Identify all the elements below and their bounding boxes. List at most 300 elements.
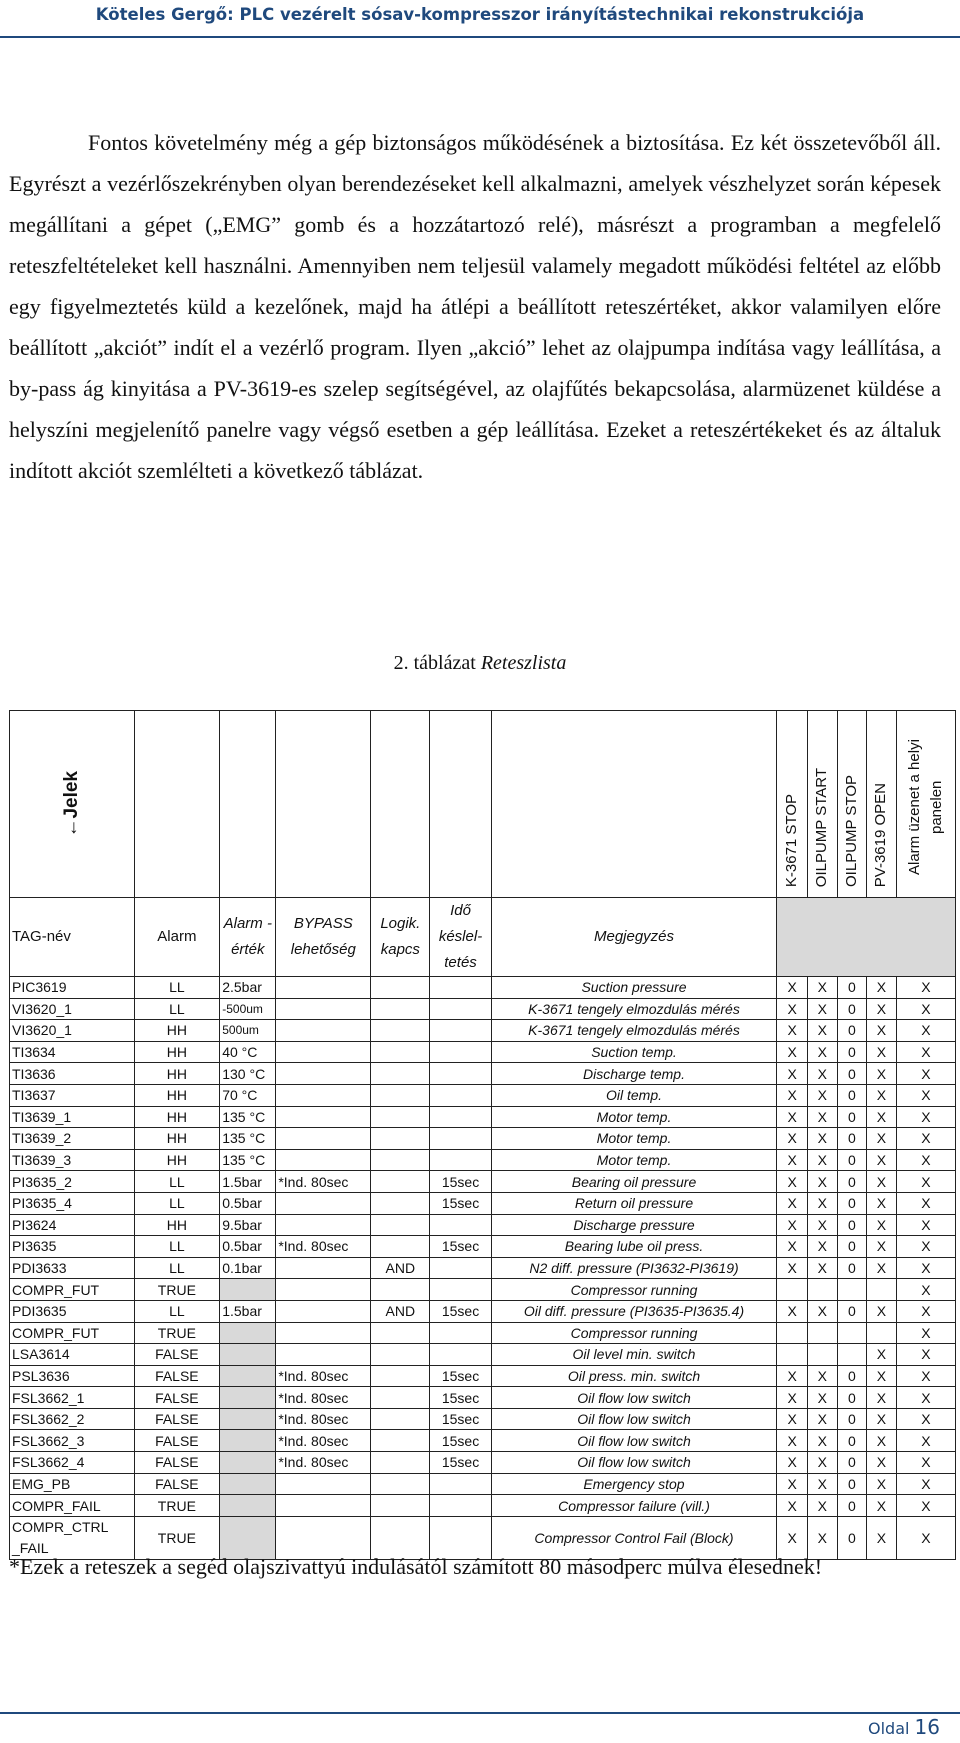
table-cell-alarm: FALSE xyxy=(134,1452,220,1474)
table-cell-delay xyxy=(430,1063,491,1085)
table-cell-action: X xyxy=(896,1300,955,1322)
column-header-row xyxy=(10,898,956,977)
table-cell-tag: PI3624 xyxy=(10,1214,135,1236)
table-cell-bypass xyxy=(276,1020,371,1042)
table-cell-note: Motor temp. xyxy=(491,1149,777,1171)
table-cell-note: K-3671 tengely elmozdulás mérés xyxy=(491,1020,777,1042)
table-row xyxy=(10,1365,956,1387)
table-cell-action xyxy=(777,1279,808,1301)
table-cell-delay: 15sec xyxy=(430,1236,491,1258)
table-row xyxy=(10,1430,956,1452)
table-cell-logic xyxy=(371,1192,430,1214)
table-cell-value xyxy=(220,1430,276,1452)
table-row xyxy=(10,1192,956,1214)
table-cell-delay xyxy=(430,1106,491,1128)
table-cell-bypass: *Ind. 80sec xyxy=(276,1452,371,1474)
table-cell-delay xyxy=(430,1149,491,1171)
table-cell-delay xyxy=(430,1020,491,1042)
table-cell-action: X xyxy=(896,1452,955,1474)
table-cell-bypass xyxy=(276,1084,371,1106)
table-cell-note: Bearing oil pressure xyxy=(491,1171,777,1193)
table-cell-tag: COMPR_FUT xyxy=(10,1322,135,1344)
table-cell-note: Compressor Control Fail (Block) xyxy=(491,1516,777,1559)
table-cell-action: X xyxy=(896,1041,955,1063)
table-cell-alarm: TRUE xyxy=(134,1495,220,1517)
table-cell-value xyxy=(220,1365,276,1387)
table-cell-delay: 15sec xyxy=(430,1430,491,1452)
table-cell-logic xyxy=(371,1106,430,1128)
table-cell-note: Oil temp. xyxy=(491,1084,777,1106)
table-row xyxy=(10,1300,956,1322)
table-cell-tag: PI3635_2 xyxy=(10,1171,135,1193)
table-cell-action: X xyxy=(896,1192,955,1214)
body-text xyxy=(9,122,941,491)
table-cell-note: Emergency stop xyxy=(491,1473,777,1495)
table-cell-delay xyxy=(430,1214,491,1236)
table-cell-action: X xyxy=(896,1387,955,1409)
table-cell-logic xyxy=(371,1063,430,1085)
table-cell-value xyxy=(220,1279,276,1301)
table-cell-delay: 15sec xyxy=(430,1300,491,1322)
table-cell-bypass xyxy=(276,1495,371,1517)
table-cell-action: X xyxy=(867,977,897,999)
table-cell-action xyxy=(807,1344,837,1366)
table-cell-action: X xyxy=(867,1192,897,1214)
table-cell-logic xyxy=(371,1387,430,1409)
table-cell-action xyxy=(837,1344,867,1366)
table-cell-delay: 15sec xyxy=(430,1452,491,1474)
table-cell-action: 0 xyxy=(837,1106,867,1128)
table-cell-alarm: FALSE xyxy=(134,1387,220,1409)
table-cell-note: Oil press. min. switch xyxy=(491,1365,777,1387)
table-cell-alarm: HH xyxy=(134,1020,220,1042)
table-cell-tag: TI3637 xyxy=(10,1084,135,1106)
table-cell-alarm: HH xyxy=(134,1214,220,1236)
table-cell-tag: COMPR_FAIL xyxy=(10,1495,135,1517)
table-cell-logic xyxy=(371,1344,430,1366)
table-cell-action: X xyxy=(807,1106,837,1128)
table-cell-action: X xyxy=(867,1344,897,1366)
table-cell-action: X xyxy=(777,1084,808,1106)
table-cell-action: X xyxy=(867,1300,897,1322)
table-cell-action xyxy=(867,1322,897,1344)
table-cell-bypass xyxy=(276,1257,371,1279)
left-arrow-icon: ← xyxy=(60,818,82,838)
table-cell-action: X xyxy=(807,1387,837,1409)
table-cell-action: 0 xyxy=(837,1495,867,1517)
table-cell-bypass xyxy=(276,1279,371,1301)
table-cell-note: Compressor running xyxy=(491,1279,777,1301)
table-cell-action: 0 xyxy=(837,1516,867,1559)
footer-rule xyxy=(0,1712,960,1714)
table-row xyxy=(10,1473,956,1495)
table-cell-alarm: TRUE xyxy=(134,1322,220,1344)
table-cell-bypass xyxy=(276,998,371,1020)
table-row xyxy=(10,1084,956,1106)
table-cell-tag: PSL3636 xyxy=(10,1365,135,1387)
col-header-alarm: Alarm xyxy=(134,898,220,977)
table-cell-value xyxy=(220,1408,276,1430)
table-cell-note: Oil flow low switch xyxy=(491,1387,777,1409)
table-cell-action: X xyxy=(807,1128,837,1150)
footer-label: Oldal xyxy=(868,1719,910,1738)
table-row xyxy=(10,1344,956,1366)
table-cell-alarm: FALSE xyxy=(134,1408,220,1430)
table-cell-action: X xyxy=(867,1408,897,1430)
table-cell-action: X xyxy=(777,977,808,999)
table-cell-tag: PDI3633 xyxy=(10,1257,135,1279)
table-row xyxy=(10,1322,956,1344)
table-cell-bypass: *Ind. 80sec xyxy=(276,1171,371,1193)
table-cell-bypass xyxy=(276,1063,371,1085)
table-cell-action: X xyxy=(777,1257,808,1279)
table-cell-action: X xyxy=(896,1236,955,1258)
table-cell-tag: VI3620_1 xyxy=(10,998,135,1020)
table-cell-action: X xyxy=(867,1106,897,1128)
table-cell-action: X xyxy=(867,1128,897,1150)
table-cell-note: Motor temp. xyxy=(491,1106,777,1128)
table-cell-logic xyxy=(371,1041,430,1063)
table-cell-action: X xyxy=(807,977,837,999)
table-cell-note: Suction temp. xyxy=(491,1041,777,1063)
table-cell-tag: FSL3662_2 xyxy=(10,1408,135,1430)
table-cell-action: 0 xyxy=(837,1257,867,1279)
col-header-logic: Logik. kapcs xyxy=(371,898,430,977)
table-cell-note: Oil diff. pressure (PI3635-PI3635.4) xyxy=(491,1300,777,1322)
table-cell-logic xyxy=(371,977,430,999)
table-cell-action: X xyxy=(777,1387,808,1409)
table-cell-alarm: LL xyxy=(134,1192,220,1214)
table-cell-value xyxy=(220,1495,276,1517)
table-cell-value: -500um xyxy=(220,998,276,1020)
table-cell-alarm: FALSE xyxy=(134,1365,220,1387)
table-cell-action: X xyxy=(777,1452,808,1474)
table-cell-bypass xyxy=(276,1192,371,1214)
table-cell-logic xyxy=(371,1171,430,1193)
table-row xyxy=(10,1452,956,1474)
table-cell-tag: PIC3619 xyxy=(10,977,135,999)
table-cell-logic xyxy=(371,1365,430,1387)
table-cell-action: X xyxy=(807,1084,837,1106)
table-cell-alarm: LL xyxy=(134,1257,220,1279)
table-cell-value: 0.5bar xyxy=(220,1236,276,1258)
table-cell-action: X xyxy=(807,1063,837,1085)
page-footer xyxy=(868,1715,940,1739)
table-cell-bypass xyxy=(276,1041,371,1063)
table-cell-tag: FSL3662_3 xyxy=(10,1430,135,1452)
table-cell-action: X xyxy=(777,1516,808,1559)
table-cell-action: X xyxy=(896,1430,955,1452)
table-cell-action: X xyxy=(896,1344,955,1366)
table-cell-logic xyxy=(371,1084,430,1106)
table-cell-action: 0 xyxy=(837,1300,867,1322)
table-cell-action: X xyxy=(807,1365,837,1387)
running-header: Köteles Gergő: PLC vezérelt sósav-kompresszor irányítástechnikai rekonstrukciója xyxy=(95,5,865,24)
table-cell-action: X xyxy=(867,1171,897,1193)
table-cell-action: X xyxy=(777,1214,808,1236)
table-cell-alarm: LL xyxy=(134,998,220,1020)
table-cell-action xyxy=(807,1322,837,1344)
table-cell-action: X xyxy=(867,1452,897,1474)
table-row xyxy=(10,1149,956,1171)
table-cell-tag: PI3635_4 xyxy=(10,1192,135,1214)
table-cell-action: 0 xyxy=(837,1084,867,1106)
table-cell-delay: 15sec xyxy=(430,1171,491,1193)
table-cell-action: X xyxy=(777,1192,808,1214)
table-cell-action: X xyxy=(777,1149,808,1171)
table-cell-value: 40 °C xyxy=(220,1041,276,1063)
table-cell-action xyxy=(777,1322,808,1344)
table-cell-action: X xyxy=(807,1041,837,1063)
table-cell-alarm: HH xyxy=(134,1063,220,1085)
table-cell-action: X xyxy=(896,1408,955,1430)
table-cell-action: X xyxy=(807,1171,837,1193)
page-number: 16 xyxy=(914,1715,940,1739)
table-cell-value: 70 °C xyxy=(220,1084,276,1106)
table-cell-action: X xyxy=(896,1084,955,1106)
table-cell-tag: EMG_PB xyxy=(10,1473,135,1495)
table-cell-delay xyxy=(430,1257,491,1279)
table-cell-action: X xyxy=(867,1257,897,1279)
table-cell-action: X xyxy=(867,1149,897,1171)
table-cell-bypass: *Ind. 80sec xyxy=(276,1365,371,1387)
action-header-alarm-panel: Alarm üzenet a helyi panelen xyxy=(896,711,955,898)
table-cell-note: Compressor failure (vill.) xyxy=(491,1495,777,1517)
table-cell-note: Oil flow low switch xyxy=(491,1452,777,1474)
table-cell-alarm: LL xyxy=(134,1300,220,1322)
jelek-cell xyxy=(10,711,135,898)
table-cell-delay xyxy=(430,998,491,1020)
table-cell-action: X xyxy=(896,1279,955,1301)
table-cell-action: X xyxy=(807,1236,837,1258)
table-cell-logic xyxy=(371,1473,430,1495)
table-row xyxy=(10,1408,956,1430)
table-cell-note: Motor temp. xyxy=(491,1128,777,1150)
table-cell-alarm: FALSE xyxy=(134,1473,220,1495)
table-caption xyxy=(0,652,960,675)
table-cell-action: 0 xyxy=(837,1387,867,1409)
table-cell-action: X xyxy=(777,1106,808,1128)
action-header-oilpump-start: OILPUMP START xyxy=(807,711,837,898)
table-row xyxy=(10,977,956,999)
table-cell-bypass xyxy=(276,977,371,999)
table-cell-logic xyxy=(371,1128,430,1150)
table-cell-tag: TI3634 xyxy=(10,1041,135,1063)
table-cell-action: 0 xyxy=(837,1365,867,1387)
table-cell-alarm: FALSE xyxy=(134,1430,220,1452)
table-cell-action: X xyxy=(807,1452,837,1474)
action-header-row xyxy=(10,711,956,898)
table-cell-tag: TI3639_1 xyxy=(10,1106,135,1128)
table-cell-action: X xyxy=(896,1516,955,1559)
table-cell-tag: TI3636 xyxy=(10,1063,135,1085)
table-cell-tag: COMPR_FUT xyxy=(10,1279,135,1301)
table-row xyxy=(10,1257,956,1279)
table-cell-action: X xyxy=(896,998,955,1020)
table-row xyxy=(10,1387,956,1409)
col-header-delay: Idő késlel- tetés xyxy=(430,898,491,977)
table-cell-action: X xyxy=(896,1365,955,1387)
table-cell-action: X xyxy=(867,1020,897,1042)
table-cell-note: Discharge pressure xyxy=(491,1214,777,1236)
table-cell-action: X xyxy=(867,1214,897,1236)
table-cell-action: X xyxy=(896,1020,955,1042)
table-cell-logic xyxy=(371,1495,430,1517)
table-cell-note: Oil level min. switch xyxy=(491,1344,777,1366)
table-cell-value: 9.5bar xyxy=(220,1214,276,1236)
table-cell-action: 0 xyxy=(837,1171,867,1193)
table-cell-logic xyxy=(371,1322,430,1344)
table-cell-action xyxy=(837,1322,867,1344)
table-cell-action: X xyxy=(867,1084,897,1106)
table-cell-logic xyxy=(371,1452,430,1474)
col-header-bypass: BYPASS lehetőség xyxy=(276,898,371,977)
table-cell-action: 0 xyxy=(837,1149,867,1171)
table-cell-action: X xyxy=(807,1408,837,1430)
table-cell-logic xyxy=(371,998,430,1020)
table-cell-tag: FSL3662_4 xyxy=(10,1452,135,1474)
table-cell-note: N2 diff. pressure (PI3632-PI3619) xyxy=(491,1257,777,1279)
table-cell-action: X xyxy=(777,1300,808,1322)
table-cell-action: 0 xyxy=(837,1430,867,1452)
table-cell-bypass: *Ind. 80sec xyxy=(276,1408,371,1430)
table-cell-delay xyxy=(430,977,491,999)
col-header-tag: TAG-név xyxy=(10,898,135,977)
interlock-table xyxy=(9,710,956,1560)
table-cell-alarm: HH xyxy=(134,1128,220,1150)
table-cell-tag: TI3639_3 xyxy=(10,1149,135,1171)
table-cell-action: X xyxy=(867,1387,897,1409)
table-cell-action: X xyxy=(777,1041,808,1063)
table-cell-value: 1.5bar xyxy=(220,1300,276,1322)
table-cell-bypass: *Ind. 80sec xyxy=(276,1387,371,1409)
action-header-k3671-stop: K-3671 STOP xyxy=(777,711,808,898)
table-row xyxy=(10,1063,956,1085)
table-cell-action xyxy=(777,1344,808,1366)
table-cell-delay xyxy=(430,1041,491,1063)
table-cell-action: X xyxy=(867,1495,897,1517)
table-cell-note: Discharge temp. xyxy=(491,1063,777,1085)
table-cell-action: X xyxy=(777,1408,808,1430)
table-cell-value: 130 °C xyxy=(220,1063,276,1085)
table-cell-action: 0 xyxy=(837,1063,867,1085)
table-cell-action: 0 xyxy=(837,998,867,1020)
table-cell-action: X xyxy=(807,1430,837,1452)
table-cell-action xyxy=(807,1279,837,1301)
table-cell-action: 0 xyxy=(837,1041,867,1063)
table-cell-value: 0.5bar xyxy=(220,1192,276,1214)
table-cell-action: X xyxy=(896,1214,955,1236)
table-cell-action: X xyxy=(777,998,808,1020)
table-cell-alarm: HH xyxy=(134,1106,220,1128)
table-cell-alarm: HH xyxy=(134,1041,220,1063)
table-cell-action: 0 xyxy=(837,1452,867,1474)
table-cell-action: X xyxy=(777,1171,808,1193)
table-cell-note: Oil flow low switch xyxy=(491,1430,777,1452)
table-cell-action: X xyxy=(807,998,837,1020)
table-cell-action: X xyxy=(867,1473,897,1495)
table-cell-tag: FSL3662_1 xyxy=(10,1387,135,1409)
table-cell-delay xyxy=(430,1473,491,1495)
table-cell-action: 0 xyxy=(837,1236,867,1258)
table-cell-action: 0 xyxy=(837,1214,867,1236)
table-cell-tag: VI3620_1 xyxy=(10,1020,135,1042)
table-cell-action: 0 xyxy=(837,1408,867,1430)
table-cell-alarm: HH xyxy=(134,1084,220,1106)
action-header-oilpump-stop: OILPUMP STOP xyxy=(837,711,867,898)
table-cell-action: X xyxy=(807,1020,837,1042)
table-cell-action: X xyxy=(896,1149,955,1171)
table-cell-action: X xyxy=(807,1516,837,1559)
table-cell-action: X xyxy=(867,998,897,1020)
table-cell-delay xyxy=(430,1128,491,1150)
table-cell-alarm: FALSE xyxy=(134,1344,220,1366)
table-cell-note: Suction pressure xyxy=(491,977,777,999)
table-row xyxy=(10,1106,956,1128)
table-cell-delay: 15sec xyxy=(430,1192,491,1214)
table-row xyxy=(10,1236,956,1258)
table-cell-bypass xyxy=(276,1128,371,1150)
table-cell-alarm: TRUE xyxy=(134,1279,220,1301)
table-cell-alarm: LL xyxy=(134,1236,220,1258)
table-cell-action: X xyxy=(807,1495,837,1517)
table-cell-alarm: HH xyxy=(134,1149,220,1171)
table-cell-action: X xyxy=(896,977,955,999)
table-cell-note: Return oil pressure xyxy=(491,1192,777,1214)
table-cell-value: 500um xyxy=(220,1020,276,1042)
table-cell-delay: 15sec xyxy=(430,1408,491,1430)
table-cell-action: X xyxy=(777,1473,808,1495)
table-cell-value: 2.5bar xyxy=(220,977,276,999)
table-cell-tag: TI3639_2 xyxy=(10,1128,135,1150)
table-cell-logic xyxy=(371,1236,430,1258)
table-cell-tag: PI3635 xyxy=(10,1236,135,1258)
table-cell-value: 135 °C xyxy=(220,1128,276,1150)
table-cell-action: 0 xyxy=(837,1020,867,1042)
table-cell-value: 135 °C xyxy=(220,1106,276,1128)
table-cell-action: X xyxy=(777,1495,808,1517)
table-cell-bypass: *Ind. 80sec xyxy=(276,1236,371,1258)
table-cell-action: X xyxy=(777,1236,808,1258)
table-cell-logic: AND xyxy=(371,1300,430,1322)
table-row xyxy=(10,1495,956,1517)
table-cell-action: X xyxy=(777,1020,808,1042)
table-row xyxy=(10,1041,956,1063)
table-cell-action: X xyxy=(867,1236,897,1258)
table-cell-action: X xyxy=(896,1473,955,1495)
table-cell-action: X xyxy=(896,1063,955,1085)
table-row xyxy=(10,1020,956,1042)
col-header-alarm-value: Alarm - érték xyxy=(220,898,276,977)
table-cell-delay xyxy=(430,1084,491,1106)
table-cell-delay xyxy=(430,1344,491,1366)
table-cell-alarm: LL xyxy=(134,1171,220,1193)
table-cell-bypass xyxy=(276,1473,371,1495)
table-cell-action: X xyxy=(867,1365,897,1387)
table-cell-value xyxy=(220,1473,276,1495)
table-cell-tag: PDI3635 xyxy=(10,1300,135,1322)
col-header-note: Megjegyzés xyxy=(491,898,777,977)
table-cell-alarm: TRUE xyxy=(134,1516,220,1559)
table-cell-bypass xyxy=(276,1344,371,1366)
table-cell-action: X xyxy=(896,1106,955,1128)
table-cell-logic xyxy=(371,1149,430,1171)
table-cell-tag: COMPR_CTRL _FAIL xyxy=(10,1516,135,1559)
table-cell-logic xyxy=(371,1279,430,1301)
table-cell-value: 135 °C xyxy=(220,1149,276,1171)
table-cell-bypass: *Ind. 80sec xyxy=(276,1430,371,1452)
caption-title: Reteszlista xyxy=(480,652,567,674)
